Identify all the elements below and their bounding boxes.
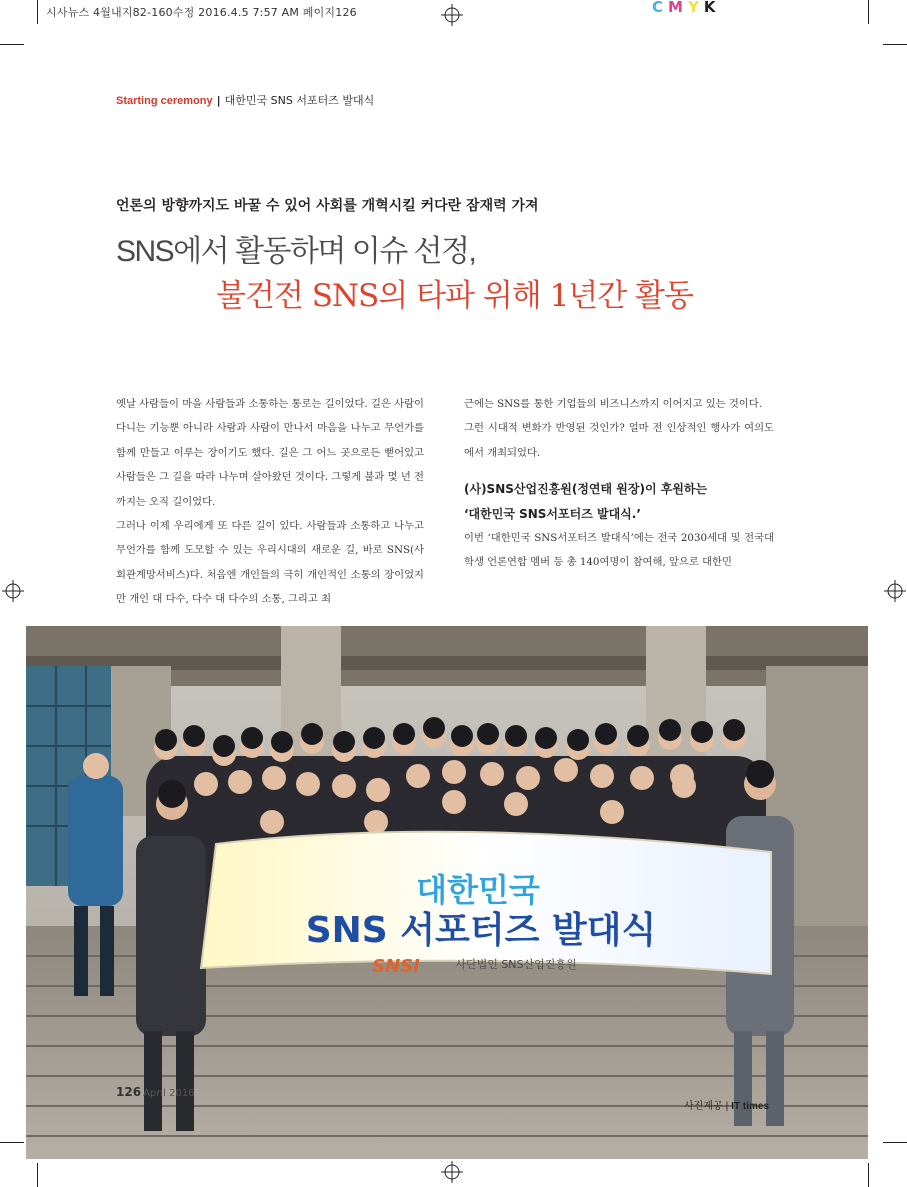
article-column-right bbox=[464, 392, 774, 575]
section-header bbox=[116, 92, 374, 108]
headline-title-line1: SNS에서 활동하며 이슈 선정, bbox=[116, 235, 476, 268]
crop-mark bbox=[0, 1142, 24, 1143]
banner-org: 사단법인 SNS산업진흥원 bbox=[455, 958, 577, 971]
registration-mark-icon bbox=[441, 1161, 463, 1183]
page-number: 126 bbox=[116, 1085, 142, 1099]
credit-label: 사진제공 bbox=[684, 1101, 723, 1112]
article-column-left bbox=[116, 392, 424, 612]
crop-mark bbox=[883, 1142, 907, 1143]
cmyk-c: C bbox=[652, 0, 669, 16]
paragraph: 옛날 사람들이 마을 사람들과 소통하는 통로는 길이었다. 길은 사람이 다니는 기능뿐 아니라 사람과 사람이 만나서 마음을 나누고 무언가를 함께 만들고 이루는 장이기도 했다. 길은 그 어느 곳으로든 뻗어있고 사람들은 그 길을 따라 나누며 살아왔던 것이다. 그렇게 불과 몇 년 전까지는 오직 길이었다. bbox=[116, 398, 424, 508]
section-english: Starting ceremony bbox=[116, 95, 213, 107]
subhead-line2: ‘대한민국 SNS서포터즈 발대식.’ bbox=[464, 506, 641, 521]
print-slug: 시사뉴스 4월내지82-160수정 2016.4.5 7:57 AM 페이지126 bbox=[46, 6, 357, 19]
paragraph: 그러나 이제 우리에게 또 다른 길이 있다. 사람들과 소통하고 나누고 무언가를 함께 도모할 수 있는 우리시대의 새로운 길, 바로 SNS(사회관계망서비스)다. 처음엔 개인들의 극히 개인적인 소통의 장이었지만 개인 대 다수, 다수 대 다수의 소통, 그리고 최 bbox=[116, 520, 424, 606]
group-photo-illustration bbox=[26, 626, 868, 1159]
credit-source: IT times bbox=[731, 1101, 770, 1112]
cmyk-y: Y bbox=[687, 0, 704, 16]
banner-line1: 대한민국 bbox=[416, 871, 540, 909]
page-folio bbox=[116, 1085, 195, 1099]
issue-date: April 2016 bbox=[143, 1088, 195, 1099]
paragraph: 이번 ‘대한민국 SNS서포터즈 발대식’에는 전국 2030세대 및 전국대학생 언론연합 멤버 등 총 140여명이 참여해, 앞으로 대한민 bbox=[464, 532, 774, 569]
registration-mark-icon bbox=[2, 580, 24, 602]
headline-title-line2: 불건전 SNS의 타파 위해 1년간 활동 bbox=[216, 278, 693, 314]
section-divider: | bbox=[216, 94, 221, 107]
crop-mark bbox=[868, 0, 869, 24]
paragraph: 그런 시대적 변화가 반영된 것인가? 얼마 전 인상적인 행사가 여의도에서 개최되었다. bbox=[464, 422, 774, 459]
crop-mark bbox=[37, 0, 38, 24]
crop-mark bbox=[868, 1163, 869, 1187]
credit-divider: | bbox=[725, 1101, 729, 1112]
group-photo bbox=[26, 626, 868, 1159]
banner-logo: SNSI bbox=[372, 956, 420, 977]
section-korean: 대한민국 SNS 서포터즈 발대식 bbox=[224, 94, 375, 107]
cmyk-mark bbox=[652, 0, 720, 16]
registration-mark-icon bbox=[884, 580, 906, 602]
paragraph: 근에는 SNS를 통한 기업들의 비즈니스까지 이어지고 있는 것이다. bbox=[464, 398, 762, 410]
subhead-line1: (사)SNS산업진흥원(정연태 원장)이 후원하는 bbox=[464, 482, 708, 497]
crop-mark bbox=[883, 44, 907, 45]
cmyk-k: K bbox=[703, 0, 721, 16]
cmyk-m: M bbox=[668, 0, 688, 16]
crop-mark bbox=[37, 1163, 38, 1187]
crop-mark bbox=[0, 44, 24, 45]
headline-kicker: 언론의 방향까지도 바꿀 수 있어 사회를 개혁시킬 커다란 잠재력 가져 bbox=[116, 198, 539, 214]
photo-credit bbox=[684, 1097, 769, 1112]
banner-line2: SNS 서포터즈 발대식 bbox=[305, 910, 657, 951]
registration-mark-icon bbox=[441, 4, 463, 26]
